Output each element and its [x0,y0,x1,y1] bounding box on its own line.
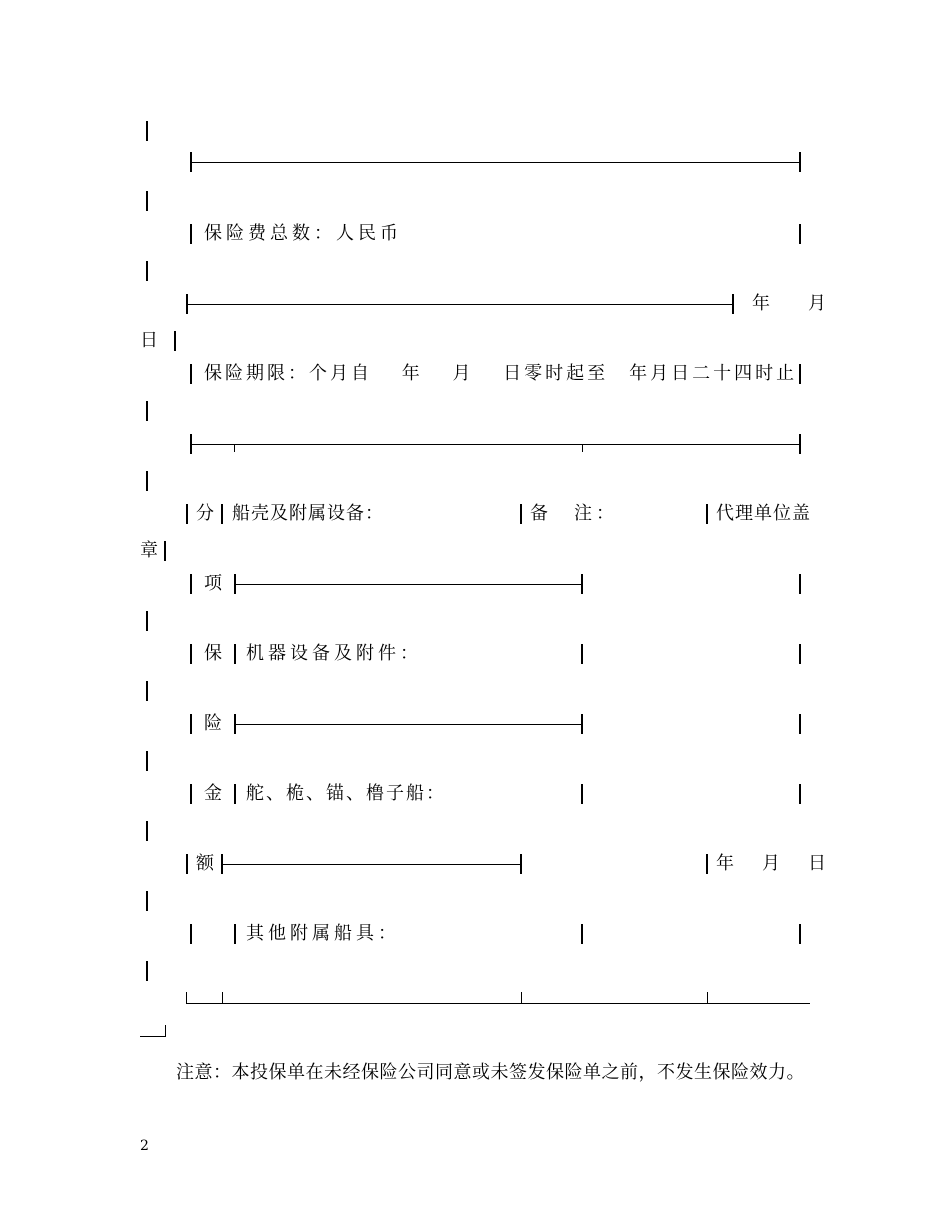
border-bar [799,152,801,172]
hull-equipment-label: 船壳及附属设备： [232,503,384,524]
column-label-jin: 金 [204,783,226,804]
border-bar [234,644,236,664]
border-bar [581,924,583,944]
column-label-bao: 保 [204,643,226,664]
tee-tick [582,444,583,452]
border-bar [146,261,148,281]
border-bar [581,714,583,734]
border-bar [234,784,236,804]
border-bar [190,574,192,594]
border-bar [186,504,188,524]
border-bar [146,121,148,141]
border-bar [799,574,801,594]
corner-tick [165,1025,166,1037]
border-bar [146,471,148,491]
border-bar [799,224,801,244]
border-bar [234,924,236,944]
border-bar [799,644,801,664]
bottom-border-continued [140,1036,166,1037]
date-day: 日 [140,330,162,351]
tee-tick [707,992,708,1004]
tee-tick [521,992,522,1004]
agent-seal-label: 代理单位盖 [716,503,811,524]
row-divider [236,724,582,725]
border-bar [581,644,583,664]
rudder-mast-anchor-label: 舵、桅、锚、橹子船： [246,783,446,804]
row-divider [192,444,800,445]
border-bar [190,714,192,734]
border-bar [706,504,708,524]
row-divider [236,584,582,585]
date-year-month: 年 月 [752,293,836,314]
border-bar [799,924,801,944]
border-bar [190,784,192,804]
border-bar [164,541,166,561]
row-divider [188,304,733,305]
notice-text: 注意：本投保单在未经保险公司同意或未签发保险单之前，不发生保险效力。 [176,1062,805,1083]
border-bar [520,854,522,874]
border-bar [221,504,223,524]
border-bar [799,714,801,734]
remarks-label: 备 注： [530,503,618,524]
agent-seal-label-continued: 章 [140,540,162,561]
border-bar [146,961,148,981]
insurance-period: 保险期限：个月自 年 月 日零时起至 年月日二十四时止 [204,363,798,384]
tee-tick [234,444,235,452]
row-divider [192,162,800,163]
border-bar [190,924,192,944]
border-bar [186,854,188,874]
border-bar [581,574,583,594]
column-label-xiang: 项 [204,573,226,594]
machinery-label: 机器设备及附件： [246,643,422,664]
border-bar [190,644,192,664]
border-bar [174,331,176,351]
border-bar [190,224,192,244]
row-divider [223,864,521,865]
border-bar [146,751,148,771]
border-bar [146,821,148,841]
other-ship-gear-label: 其他附属船具： [246,923,400,944]
tee-tick [222,992,223,1004]
border-bar [146,401,148,421]
border-bar [146,191,148,211]
border-bar [799,364,801,384]
column-label-e: 额 [196,853,218,874]
border-bar [732,294,734,314]
border-bar [146,891,148,911]
border-bar [146,681,148,701]
column-label-fen: 分 [196,503,218,524]
bottom-border [186,1003,810,1004]
border-bar [799,784,801,804]
column-label-xian: 险 [204,713,226,734]
border-bar [520,504,522,524]
page-number: 2 [140,1138,149,1154]
border-bar [190,364,192,384]
border-bar [146,611,148,631]
border-bar [706,854,708,874]
premium-total-label: 保险费总数：人民币 [204,223,402,244]
border-bar [581,784,583,804]
border-bar [799,434,801,454]
seal-date: 年 月 日 [716,853,831,874]
